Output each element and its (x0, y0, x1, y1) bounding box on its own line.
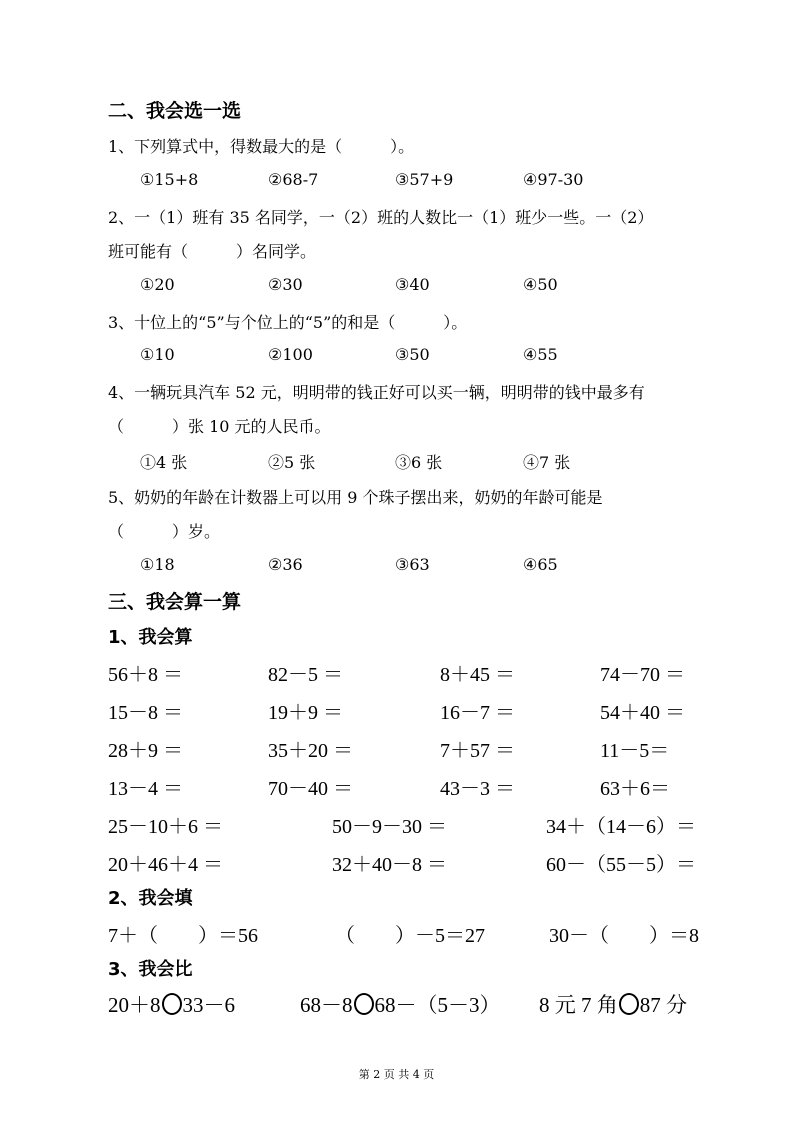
question-3: 3、十位上的“5”与个位上的“5”的和是（ ）。 (108, 313, 468, 332)
q5-option-2[interactable]: ②36 (268, 555, 303, 574)
q4-option-2[interactable]: ②5 张 (268, 453, 316, 472)
subsection-title-compare: 3、我会比 (108, 959, 193, 980)
subsection-title-compute: 1、我会算 (108, 627, 193, 648)
calc-item: 13－4 ＝ (108, 778, 183, 800)
compare-right: 33－6 (182, 993, 235, 1017)
subsection-title-fill: 2、我会填 (108, 888, 193, 909)
q4-option-4[interactable]: ④7 张 (523, 453, 571, 472)
calc-item: 19＋9 ＝ (268, 702, 343, 724)
calc-item: 15－8 ＝ (108, 702, 183, 724)
calc-item: 8＋45 ＝ (440, 664, 515, 686)
compare-left: 68－8 (300, 993, 353, 1017)
q4-option-3[interactable]: ③6 张 (395, 453, 443, 472)
question-4-line-1: 4、一辆玩具汽车 52 元，明明带的钱正好可以买一辆，明明带的钱中最多有 (108, 383, 645, 402)
calc-item: 28＋9 ＝ (108, 740, 183, 762)
calc-item: 74－70 ＝ (600, 664, 685, 686)
compare-item-2 (300, 989, 501, 1019)
question-1: 1、下列算式中，得数最大的是（ ）。 (108, 137, 415, 156)
q4-option-1[interactable]: ①4 张 (140, 453, 188, 472)
q1-option-1[interactable]: ①15+8 (140, 170, 199, 189)
compare-circle-blank[interactable] (354, 993, 374, 1015)
calc-item: 56＋8 ＝ (108, 664, 183, 686)
q2-option-4[interactable]: ④50 (523, 275, 558, 294)
compare-right: 68－（5－3） (374, 993, 501, 1017)
q3-option-1[interactable]: ①10 (140, 345, 175, 364)
calc-item: 11－5＝ (600, 740, 670, 762)
q1-option-2[interactable]: ②68-7 (268, 170, 319, 189)
compare-item-1 (108, 989, 235, 1019)
compare-left: 20＋8 (108, 993, 161, 1017)
question-5-line-2: （ ）岁。 (108, 522, 221, 541)
section-title-calculate: 三、我会算一算 (108, 591, 242, 613)
fill-item-3[interactable]: 30－（ ）＝8 (549, 925, 699, 947)
calc-item: 34＋（14－6）＝ (546, 816, 696, 838)
calc-item: 20＋46＋4 ＝ (108, 854, 223, 876)
calc-item: 43－3 ＝ (440, 778, 515, 800)
q5-option-1[interactable]: ①18 (140, 555, 175, 574)
compare-left: 8 元 7 角 (539, 993, 618, 1017)
calc-item: 35＋20 ＝ (268, 740, 353, 762)
compare-circle-blank[interactable] (619, 993, 639, 1015)
compare-right: 87 分 (639, 993, 687, 1017)
question-5-line-1: 5、奶奶的年龄在计数器上可以用 9 个珠子摆出来，奶奶的年龄可能是 (108, 488, 603, 507)
q5-option-3[interactable]: ③63 (395, 555, 430, 574)
question-2-line-1: 2、一（1）班有 35 名同学，一（2）班的人数比一（1）班少一些。一（2） (108, 208, 654, 227)
section-title-choose: 二、我会选一选 (108, 100, 242, 122)
calc-item: 50－9－30 ＝ (332, 816, 447, 838)
calc-item: 54＋40 ＝ (600, 702, 685, 724)
calc-item: 7＋57 ＝ (440, 740, 515, 762)
calc-item: 63＋6＝ (600, 778, 670, 800)
question-4-line-2: （ ）张 10 元的人民币。 (108, 417, 331, 436)
q3-option-2[interactable]: ②100 (268, 345, 313, 364)
calc-item: 16－7 ＝ (440, 702, 515, 724)
calc-item: 25－10＋6 ＝ (108, 816, 223, 838)
question-2-line-2: 班可能有（ ）名同学。 (108, 242, 317, 261)
calc-item: 60－（55－5）＝ (546, 854, 696, 876)
fill-item-1[interactable]: 7＋（ ）＝56 (108, 925, 258, 947)
fill-item-2[interactable]: （ ）－5＝27 (335, 925, 485, 947)
q3-option-3[interactable]: ③50 (395, 345, 430, 364)
compare-circle-blank[interactable] (162, 993, 182, 1015)
q2-option-2[interactable]: ②30 (268, 275, 303, 294)
q1-option-4[interactable]: ④97-30 (523, 170, 584, 189)
compare-item-3 (539, 989, 687, 1019)
calc-item: 32＋40－8 ＝ (332, 854, 447, 876)
q1-option-3[interactable]: ③57+9 (395, 170, 454, 189)
q2-option-3[interactable]: ③40 (395, 275, 430, 294)
calc-item: 70－40 ＝ (268, 778, 353, 800)
q3-option-4[interactable]: ④55 (523, 345, 558, 364)
q2-option-1[interactable]: ①20 (140, 275, 175, 294)
calc-item: 82－5 ＝ (268, 664, 343, 686)
q5-option-4[interactable]: ④65 (523, 555, 558, 574)
page-number-footer: 第 2 页 共 4 页 (358, 1068, 435, 1081)
